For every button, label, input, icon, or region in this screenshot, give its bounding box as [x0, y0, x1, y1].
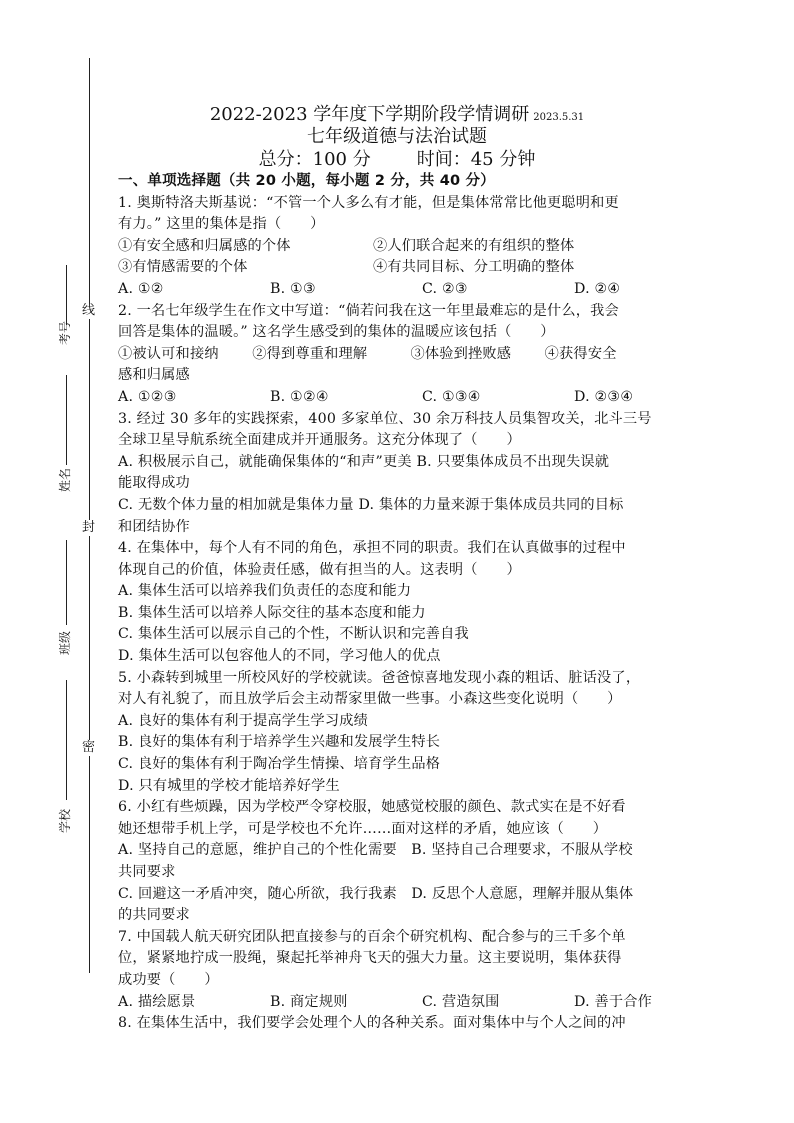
question-7: [118, 927, 678, 1013]
statement-item: ④有共同目标、分工明确的整体: [373, 259, 575, 276]
answer-option: B. 良好的集体有利于培养学生兴趣和发展学生特长: [118, 734, 441, 751]
answer-option: C. ②③: [422, 280, 468, 297]
answer-option: 能取得成功: [118, 475, 190, 492]
question-stem: 她还想带手机上学，可是学校也不允许……面对这样的矛盾，她应该（ ）: [118, 820, 608, 837]
statement-items-cont: 感和归属感: [118, 367, 190, 384]
binding-char-xian: 线: [82, 303, 96, 318]
exam-date: 2023.5.31: [533, 112, 585, 123]
answer-option: A. 良好的集体有利于提高学生学习成绩: [118, 712, 369, 729]
statement-item: ②人们联合起来的有组织的整体: [373, 237, 575, 254]
side-label-exam-no: 考号: [58, 320, 72, 345]
question-stem: 全球卫星导航系统全面建成并开通服务。这充分体现了（ ）: [118, 432, 521, 449]
question-1: [118, 193, 678, 301]
binding-line: [89, 58, 90, 973]
answer-option: B. 集体生活可以培养人际交往的基本态度和能力: [118, 604, 426, 621]
answer-option: A. ①②: [118, 280, 164, 297]
question-5: [118, 668, 678, 798]
answer-option: 的共同要求: [118, 907, 190, 924]
answer-option: C. 良好的集体有利于陶冶学生情操、培育学生品格: [118, 756, 441, 773]
answer-option: D. 善于合作: [574, 993, 653, 1010]
exam-subtitle: 七年级道德与法治试题: [307, 126, 487, 147]
answer-option: A. ①②③: [118, 388, 177, 405]
answer-option: D. 只有城里的学校才能培养好学生: [118, 777, 340, 794]
answer-option: C. 集体生活可以展示自己的个性，不断认识和完善自我: [118, 626, 469, 643]
side-label-school: 学校: [58, 808, 72, 833]
answer-option: A. 集体生活可以培养我们负责任的态度和能力: [118, 583, 412, 600]
answer-option: C. 无数个体力量的相加就是集体力量 D. 集体的力量来源于集体成员共同的目标: [118, 496, 624, 513]
answer-option: C. 回避这一矛盾冲突，随心所欲，我行我素 D. 反思个人意愿，理解并服从集体: [118, 885, 634, 902]
binding-char-feng: 封: [82, 520, 96, 535]
class-blank: [66, 540, 67, 625]
answer-option: B. 商定规则: [270, 993, 348, 1010]
exam-time: 时间：45 分钟: [416, 149, 536, 170]
answer-option: C. 营造氛围: [422, 993, 500, 1010]
exam-meta: [0, 145, 794, 171]
question-stem: 位，紧紧地拧成一股绳，聚起托举神舟飞天的强大力量。这主要说明，集体获得: [118, 950, 622, 967]
side-label-name: 姓名: [58, 467, 72, 492]
answer-option: D. ②③④: [574, 388, 634, 405]
exam-no-blank: [66, 265, 67, 325]
question-stem: 7. 中国载人航天研究团队把直接参与的百余个研究机构、配合参与的三千多个单: [118, 928, 626, 945]
answer-option: D. 集体生活可以包容他人的不同，学习他人的优点: [118, 648, 441, 665]
question-stem: 3. 经过 30 多年的实践探索，400 多家单位、30 余万科技人员集智攻关，北斗三号: [118, 410, 652, 427]
section-title: 一、单项选择题（共 20 小题，每小题 2 分，共 40 分）: [118, 173, 495, 189]
statement-item: ③有情感需要的个体: [118, 259, 248, 276]
question-stem: 4. 在集体中，每个人有不同的角色，承担不同的职责。我们在认真做事的过程中: [118, 540, 626, 557]
answer-option: C. ①③④: [422, 388, 481, 405]
question-stem: 回答是集体的温暖。” 这名学生感受到的集体的温暖应该包括（ ）: [118, 324, 555, 341]
question-stem: 6. 小红有些烦躁，因为学校严令穿校服，她感觉校服的颜色、款式实在是不好看: [118, 799, 626, 816]
binding-char-mi: 密: [82, 740, 96, 755]
answer-option: A. 坚持自己的意愿，维护自己的个性化需要 B. 坚持自己合理要求，不服从学校: [118, 842, 633, 859]
side-label-class: 班级: [58, 630, 72, 655]
question-stem: 有力。” 这里的集体是指（ ）: [118, 216, 325, 233]
answer-option: A. 描绘愿景: [118, 993, 196, 1010]
answer-option: A. 积极展示自己，就能确保集体的“和声”更美 B. 只要集体成员不出现失误就: [118, 453, 610, 470]
question-3: [118, 409, 678, 539]
answer-option: D. ②④: [574, 280, 621, 297]
answer-option: B. ①③: [270, 280, 316, 297]
exam-title-text: 2022-2023 学年度下学期阶段学情调研: [209, 104, 530, 125]
question-content: [118, 171, 678, 1035]
question-stem: 5. 小森转到城里一所校风好的学校就读。爸爸惊喜地发现小森的粗话、脏话没了，: [118, 669, 641, 686]
answer-option: B. ①②④: [270, 388, 329, 405]
name-blank: [66, 375, 67, 465]
statement-item: ①有安全感和归属感的个体: [118, 237, 291, 254]
question-8: [118, 1013, 678, 1035]
question-stem: 体现自己的价值，体验责任感，做有担当的人。这表明（ ）: [118, 561, 521, 578]
question-stem: 对人有礼貌了，而且放学后会主动帮家里做一些事。小森这些变化说明（ ）: [118, 691, 622, 708]
question-2: [118, 301, 678, 409]
question-stem: 2. 一名七年级学生在作文中写道：“倘若问我在这一年里最难忘的是什么，我会: [118, 302, 619, 319]
answer-option: 和团结协作: [118, 518, 190, 535]
question-stem: 1. 奥斯特洛夫斯基说：“不管一个人多么有才能，但是集体常常比他更聪明和更: [118, 194, 619, 211]
question-stem: 成功要（ ）: [118, 971, 219, 988]
question-4: [118, 538, 678, 668]
question-stem: 8. 在集体生活中，我们要学会处理个人的各种关系。面对集体中与个人之间的冲: [118, 1015, 626, 1032]
school-blank: [66, 680, 67, 800]
total-score: 总分：100 分: [258, 149, 371, 170]
question-6: [118, 797, 678, 927]
answer-option: 共同要求: [118, 864, 176, 880]
statement-items: ①被认可和接纳 ②得到尊重和理解 ③体验到挫败感 ④获得安全: [118, 345, 617, 362]
